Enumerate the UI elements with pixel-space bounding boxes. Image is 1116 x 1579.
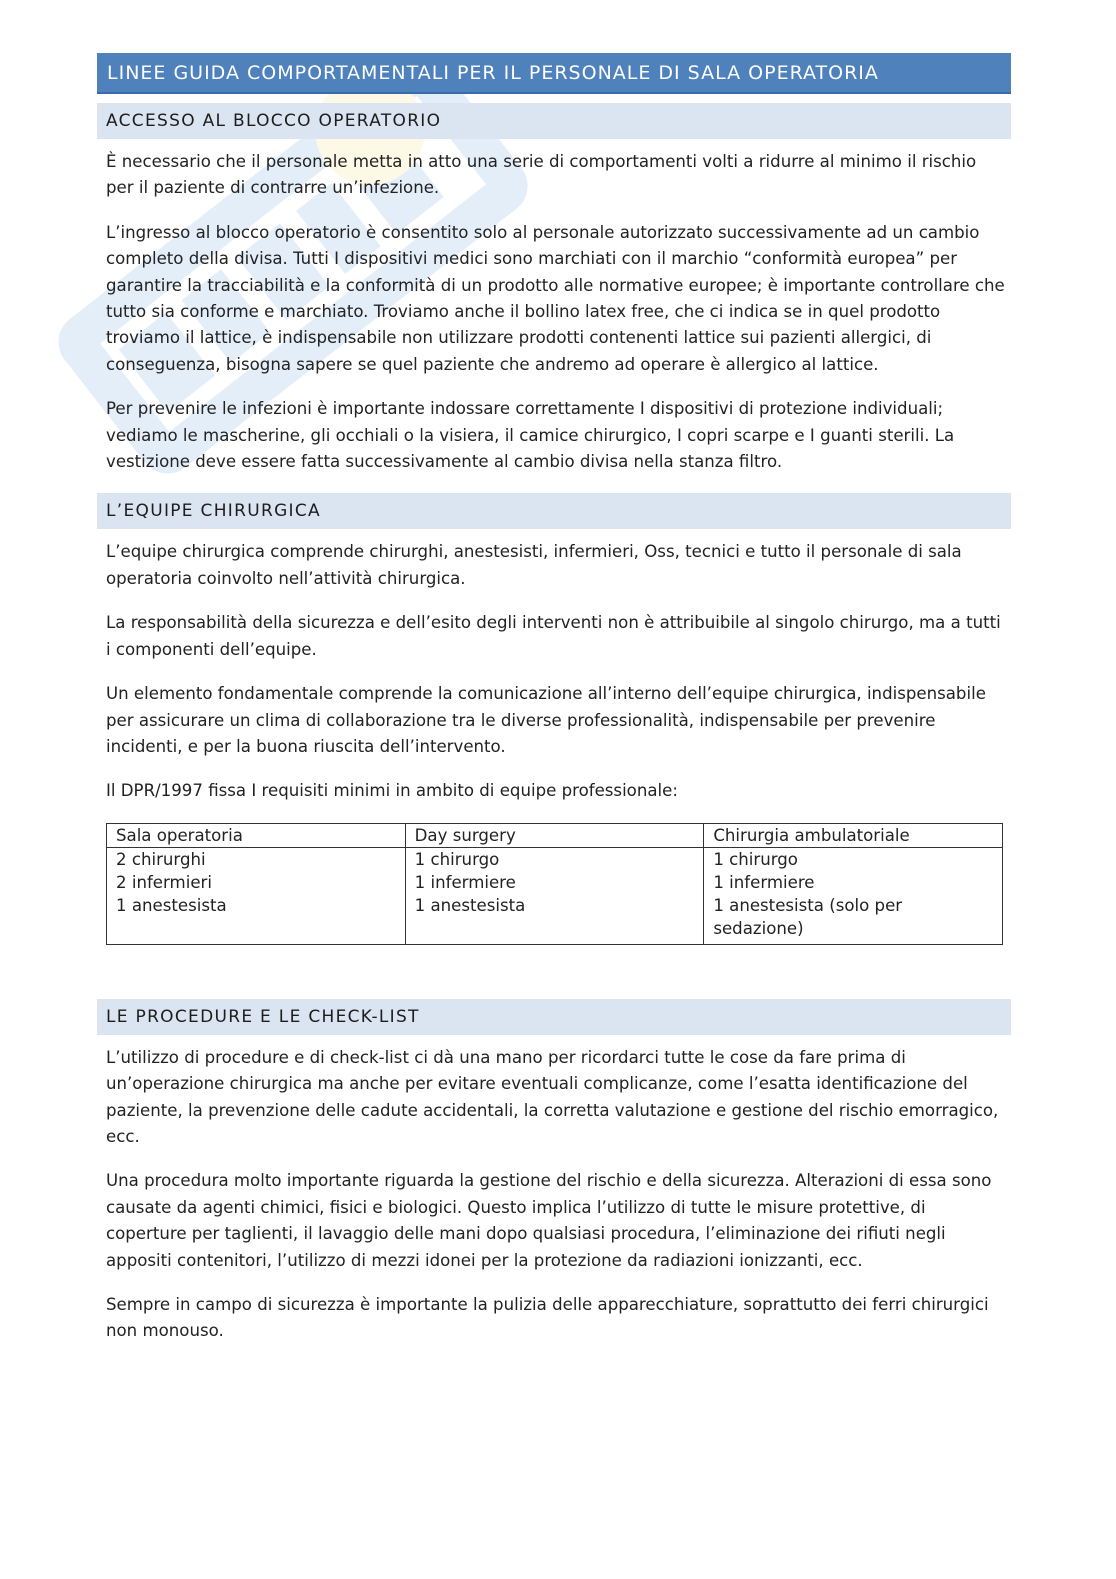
paragraph: L’utilizzo di procedure e di check-list ci dà una mano per ricordarci tutte le cose da fare prima di un’operazione chirurgica ma anche per evitare eventuali complicanze, come l’esatta identificazione del paziente, la prevenzione delle cadute accidentali, la corretta valutazione e gestione del rischio emorragico, ecc.	[106, 1047, 999, 1146]
section-heading-access: ACCESSO AL BLOCCO OPERATORIO	[97, 103, 1011, 139]
table-header-cell: Sala operatoria	[107, 823, 406, 847]
cell-line: 1 infermiere	[713, 872, 815, 892]
paragraph: Un elemento fondamentale comprende la comunicazione all’interno dell’equipe chirurgica, indispensabile per assicurare un clima di collaborazione tra le diverse professionalità, indispensabile per prevenire incidenti, e per la buona riuscita dell’intervento.	[106, 684, 986, 756]
cell-line: 1 infermiere	[414, 872, 516, 892]
paragraph: Per prevenire le infezioni è importante indossare correttamente I dispositivi di protezione individuali; vediamo le mascherine, gli occhiali o la visiera, il camice chirurgico, I copri scarpe e I guanti sterili. La vestizione deve essere fatta successivamente al cambio divisa nella stanza filtro.	[106, 399, 955, 472]
cell-line: 2 infermieri	[116, 872, 212, 892]
paragraph: È necessario che il personale metta in atto una serie di comportamenti volti a ridurre al minimo il rischio per il paziente di contrarre un’infezione.	[106, 152, 977, 198]
paragraph: L’ingresso al blocco operatorio è consentito solo al personale autorizzato successivamente ad un cambio completo della divisa. Tutti I dispositivi medici sono marchiati con il marchio “conformità europea” per garantire la tracciabilità e la conformità di un prodotto alle normative europee; è importante controllare che tutto sia conforme e marchiato. Troviamo anche il bollino latex free, che ci indica se in quel prodotto troviamo il lattice, è indispensabile non utilizzare prodotti contenenti lattice sui pazienti allergici, di conseguenza, bisogna sapere se quel paziente che andremo ad operare è allergico al lattice.	[106, 222, 1005, 374]
paragraph: La responsabilità della sicurezza e dell’esito degli interventi non è attribuibile al singolo chirurgo, ma a tutti i componenti dell’equipe.	[106, 613, 1001, 659]
cell-line: 1 anestesista (solo per sedazione)	[713, 895, 903, 938]
cell-line: 1 anestesista	[414, 895, 526, 915]
cell-line: 1 chirurgo	[414, 849, 500, 869]
section-heading-equipe: L’EQUIPE CHIRURGICA	[97, 493, 1011, 529]
table-header-cell: Chirurgia ambulatoriale	[704, 823, 1003, 847]
cell-line: 2 chirurghi	[116, 849, 206, 869]
paragraph: Il DPR/1997 fissa I requisiti minimi in ambito di equipe professionale:	[106, 781, 678, 801]
table-header-cell: Day surgery	[405, 823, 704, 847]
paragraph: Sempre in campo di sicurezza è importante la pulizia delle apparecchiature, soprattutto dei ferri chirurgici non monouso.	[106, 1294, 989, 1341]
table-cell	[405, 847, 704, 944]
paragraph: Una procedura molto importante riguarda la gestione del rischio e della sicurezza. Alterazioni di essa sono causate da agenti chimici, fisici e biologici. Questo implica l’utilizzo di tutte le misure protettive, di coperture per taglienti, il lavaggio delle mani dopo qualsiasi procedura, l’eliminazione dei rifiuti negli appositi contenitori, l’utilizzo di mezzi idonei per la protezione da radiazioni ionizzanti, ecc.	[106, 1171, 992, 1270]
document-title: LINEE GUIDA COMPORTAMENTALI PER IL PERSONALE DI SALA OPERATORIA	[97, 53, 1011, 94]
table-cell	[704, 847, 1003, 944]
cell-line: 1 chirurgo	[713, 849, 798, 869]
table-row	[107, 847, 1003, 944]
document-page	[97, 53, 1011, 1363]
cell-line: 1 anestesista	[116, 895, 227, 915]
requirements-table	[106, 823, 1003, 945]
section-heading-procedures: LE PROCEDURE E LE CHECK-LIST	[97, 999, 1011, 1035]
table-header-row	[107, 823, 1003, 847]
table-cell	[107, 847, 406, 944]
paragraph: L’equipe chirurgica comprende chirurghi, anestesisti, infermieri, Oss, tecnici e tutto il personale di sala operatoria coinvolto nell’attività chirurgica.	[106, 542, 962, 588]
